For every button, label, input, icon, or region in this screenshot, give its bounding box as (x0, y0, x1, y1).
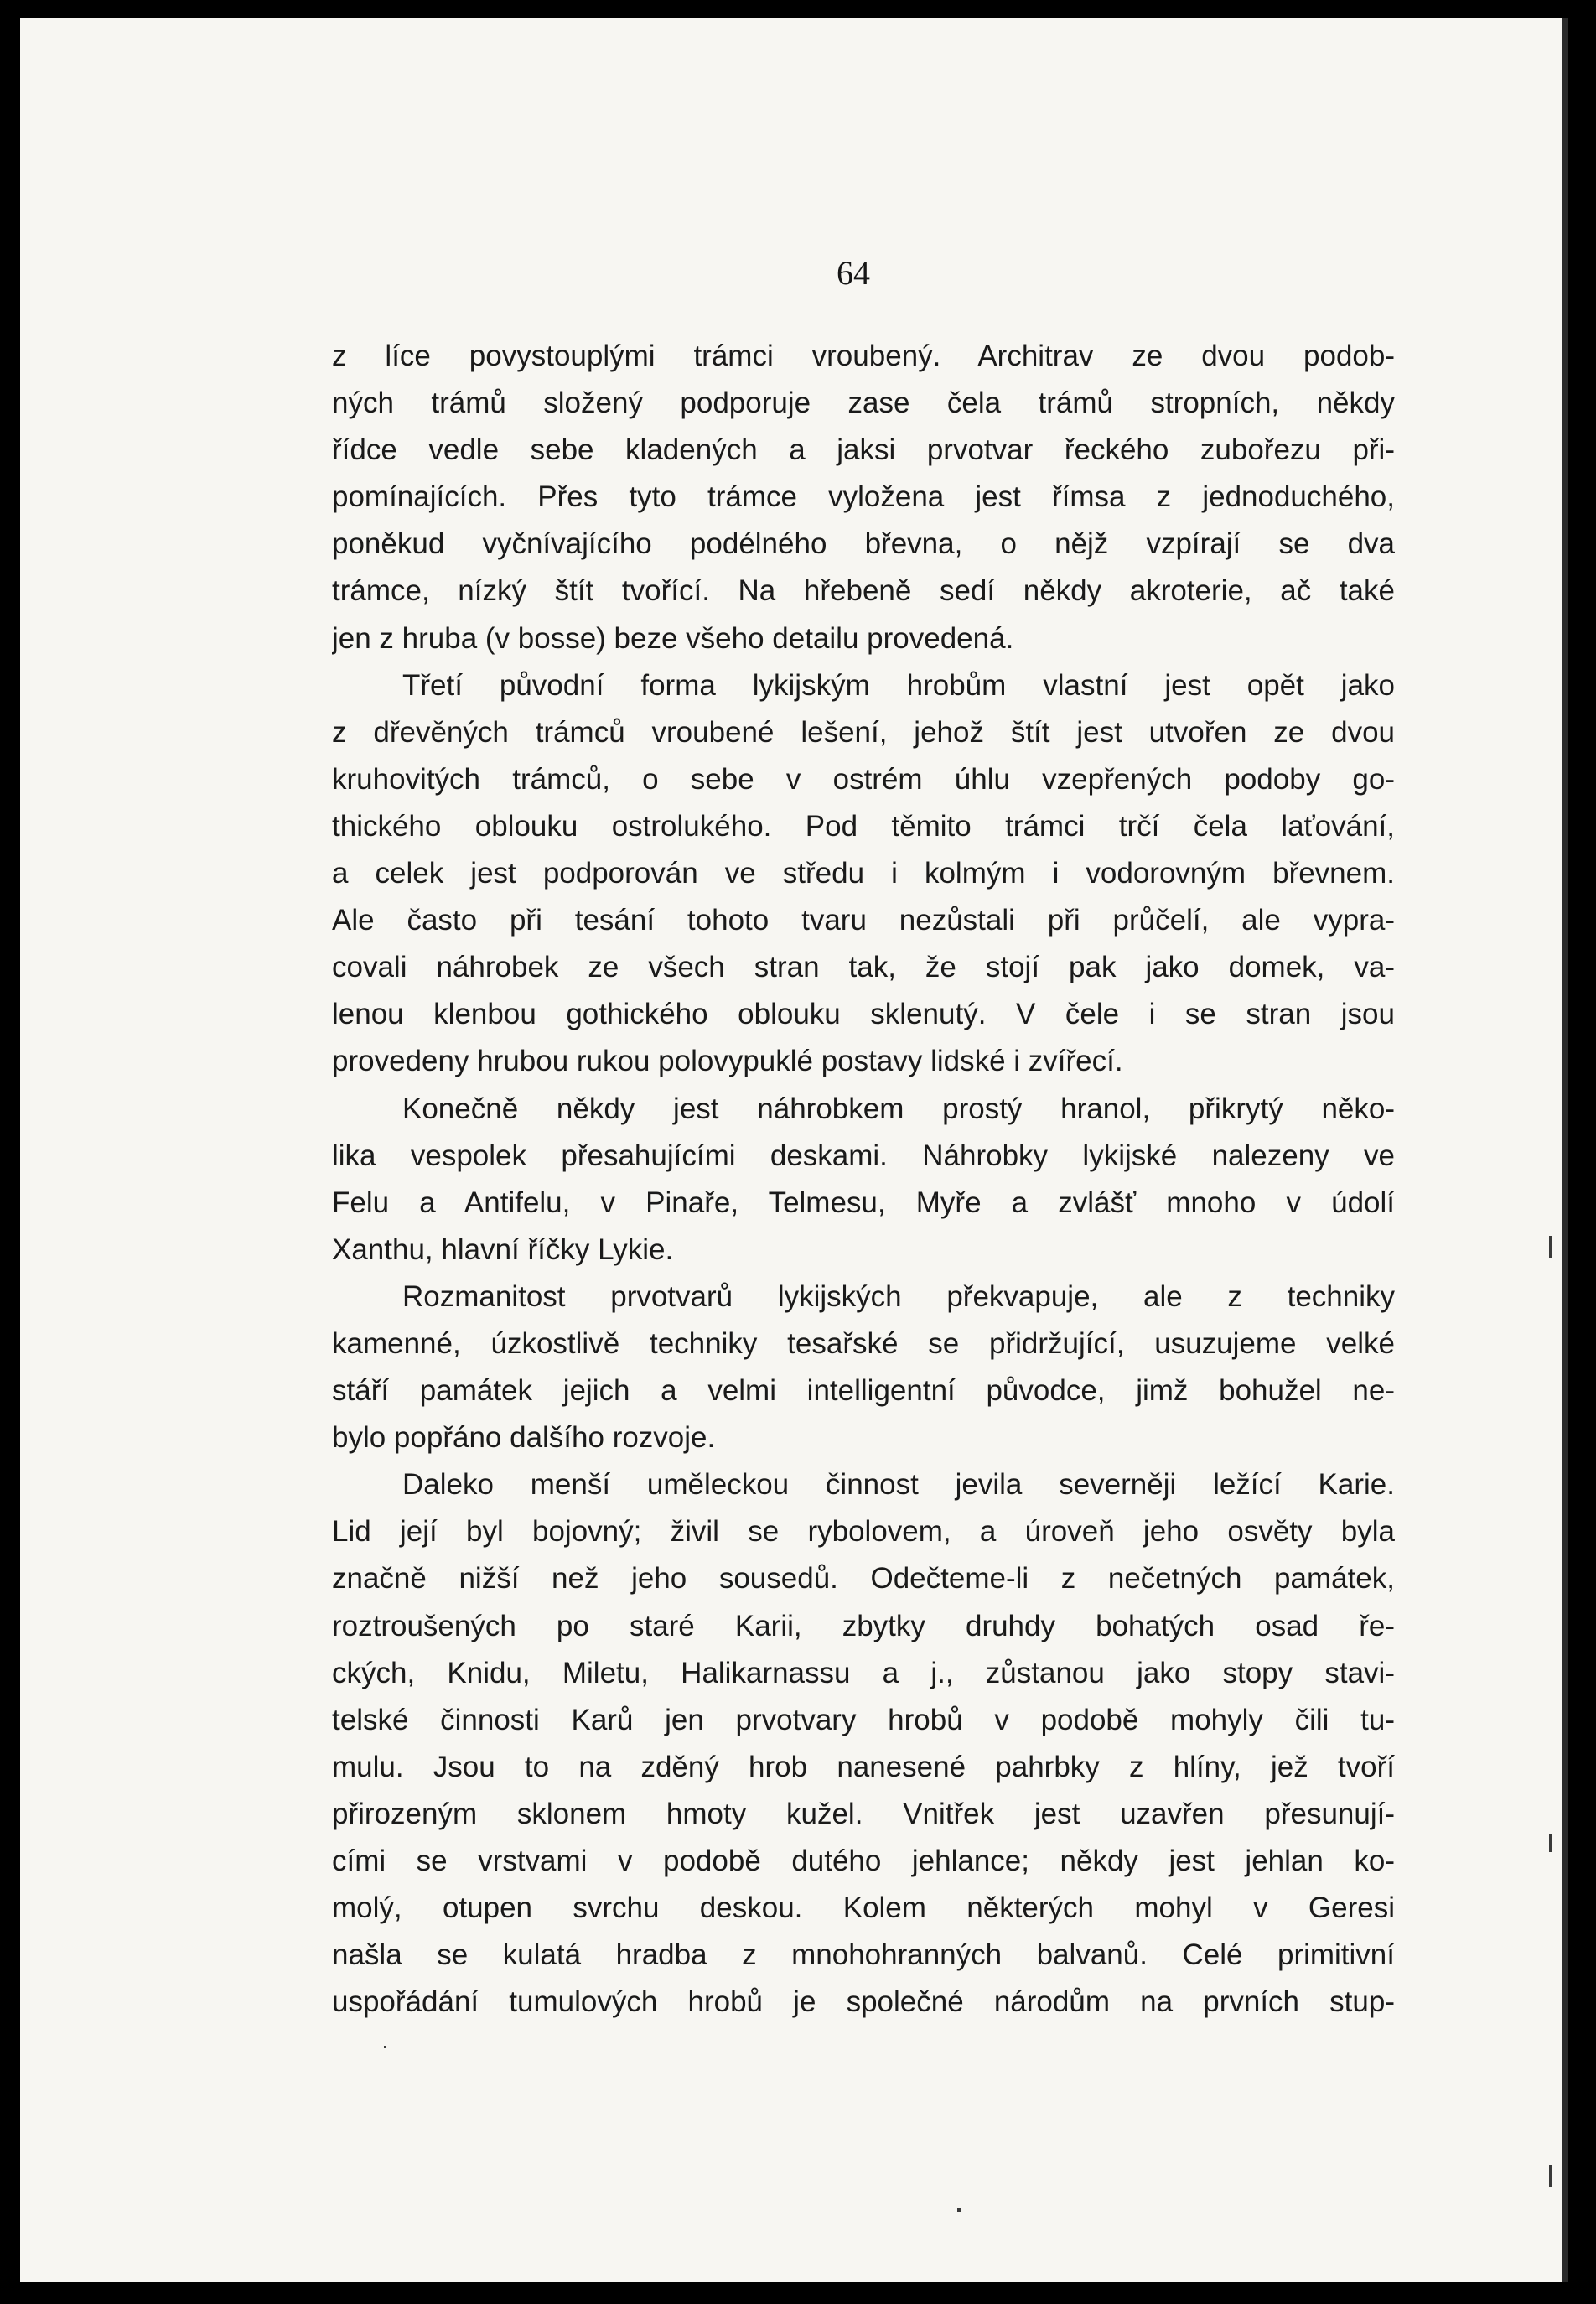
text-line: uspořádání tumulových hrobů je společné národům na prvních stup- (332, 1985, 1395, 2019)
text-line: lenou klenbou gothického oblouku sklenutý. V čele i se stran jsou (332, 998, 1395, 1031)
text-line: bylo popřáno dalšího rozvoje. (332, 1421, 716, 1455)
text-line: Ale často při tesání tohoto tvaru nezůstali při průčelí, ale vypra- (332, 904, 1395, 937)
text-line: kamenné, úzkostlivě techniky tesařské se přidržující, usuzujeme velké (332, 1326, 1395, 1360)
text-line: ných trámů složený podporuje zase čela trámů stropních, někdy (332, 387, 1395, 420)
book-page (20, 18, 1568, 2282)
page-number: 64 (837, 254, 870, 292)
text-line: molý, otupen svrchu deskou. Kolem některých mohyl v Geresi (332, 1891, 1395, 1925)
text-line: našla se kulatá hradba z mnohohranných balvanů. Celé primitivní (332, 1938, 1395, 1972)
text-line: z dřevěných trámců vroubené lešení, jehož štít jest utvořen ze dvou (332, 715, 1395, 749)
text-line: mulu. Jsou to na zděný hrob nanesené pahrbky z hlíny, jež tvoří (332, 1750, 1395, 1783)
text-line: cími se vrstvami v podobě dutého jehlance; někdy jest jehlan ko- (332, 1845, 1395, 1877)
text-line: telské činnosti Karů jen prvotvary hrobů v podobě mohyly čili tu- (332, 1703, 1395, 1736)
margin-speck (957, 2208, 961, 2212)
body-text (332, 333, 1395, 2026)
text-line: pomínajících. Přes tyto trámce vyložena jest římsa z jednoduchého, (332, 480, 1395, 514)
edge-mark (1549, 2165, 1552, 2187)
text-line: Třetí původní forma lykijským hrobům vlastní jest opět jako (402, 668, 1395, 702)
text-line: jen z hruba (v bosse) beze všeho detailu provedená. (332, 621, 1014, 655)
text-line: Lid její byl bojovný; živil se rybolovem, a úroveň jeho osvěty byla (332, 1515, 1395, 1549)
text-line: Felu a Antifelu, v Pinaře, Telmesu, Myře a zvlášť mnoho v údolí (332, 1186, 1395, 1219)
text-line: přirozeným sklonem hmoty kužel. Vnitřek jest uzavřen přesunují- (332, 1797, 1395, 1830)
text-line: ckých, Knidu, Miletu, Halikarnassu a j., zůstanou jako stopy stavi- (332, 1656, 1395, 1689)
text-line: Rozmanitost prvotvarů lykijských překvapuje, ale z techniky (402, 1279, 1395, 1313)
text-line: provedeny hrubou rukou polovypuklé postavy lidské i zvířecí. (332, 1045, 1123, 1078)
text-line: thického oblouku ostrolukého. Pod těmito trámci trčí čela laťování, (332, 809, 1395, 843)
text-line: a celek jest podporován ve středu i kolmým i vodorovným břevnem. (332, 857, 1395, 890)
margin-speck (384, 2046, 386, 2048)
text-line: stáří památek jejich a velmi intelligentní původce, jimž bohužel ne- (332, 1374, 1395, 1408)
text-line: z líce povystouplými trámci vroubený. Architrav ze dvou podob- (332, 340, 1395, 372)
text-line: roztroušených po staré Karii, zbytky druhdy bohatých osad ře- (332, 1609, 1395, 1642)
edge-mark (1549, 1236, 1552, 1258)
text-line: kruhovitých trámců, o sebe v ostrém úhlu vzepřených podoby go- (332, 762, 1395, 796)
text-line: lika vespolek přesahujícími deskami. Náhrobky lykijské nalezeny ve (332, 1139, 1395, 1172)
text-line: Konečně někdy jest náhrobkem prostý hranol, přikrytý něko- (402, 1092, 1395, 1125)
text-line: řídce vedle sebe kladených a jaksi prvotvar řeckého zubořezu při- (332, 433, 1395, 467)
text-line: značně nižší než jeho sousedů. Odečteme-li z nečetných památek, (332, 1562, 1395, 1596)
text-line: Xanthu, hlavní říčky Lykie. (332, 1232, 674, 1266)
text-line: poněkud vyčnívajícího podélného břevna, o nějž vzpírají se dva (332, 527, 1395, 561)
text-line: trámce, nízký štít tvořící. Na hřebeně sedí někdy akroterie, ač také (332, 574, 1395, 608)
text-line: Daleko menší uměleckou činnost jevila severněji ležící Karie. (402, 1468, 1395, 1502)
text-line: covali náhrobek ze všech stran tak, že stojí pak jako domek, va- (332, 951, 1395, 984)
edge-mark (1549, 1834, 1552, 1852)
